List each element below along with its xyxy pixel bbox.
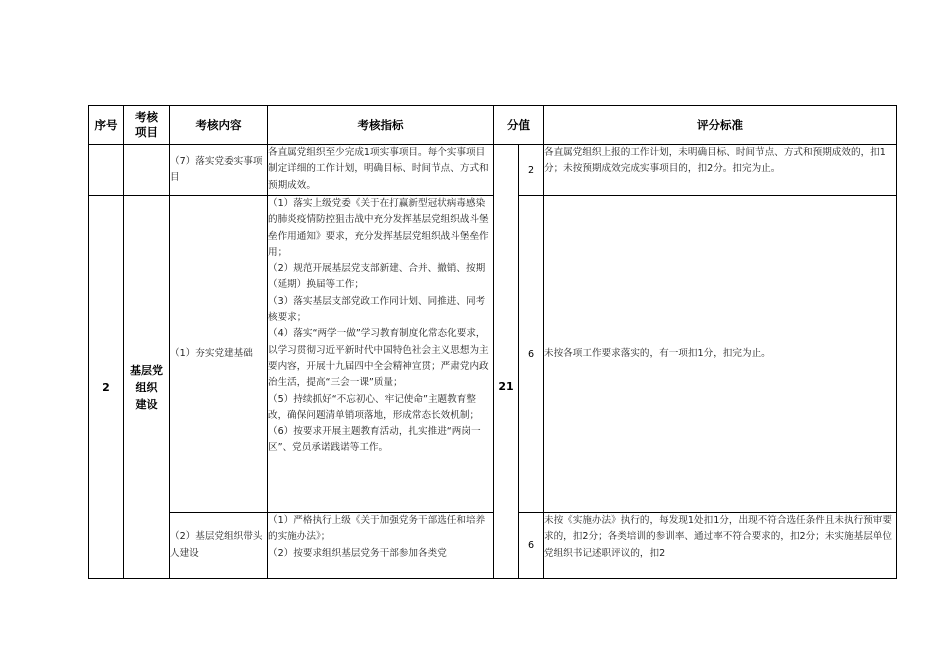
content-cell: （2）基层党组织带头人建设	[170, 513, 268, 579]
header-score: 分值	[494, 106, 544, 145]
standard-cell: 各直属党组织上报的工作计划，未明确目标、时间节点、方式和预期成效的，扣1分；未按预期成效完成实事项目的，扣2分。扣完为止。	[544, 145, 897, 196]
indicator-cell	[268, 513, 494, 579]
standard-clip: 未按《实施办法》执行的，每发现1处扣1分，出现不符合选任条件且未执行预审要求的，扣2分；各类培训的参训率、通过率不符合要求的，扣2分；未实施基层单位党组织书记述职评议的，扣2	[544, 515, 892, 559]
indicator-line: （2）规范开展基层党支部新建、合并、撤销、按期（延期）换届等工作；	[268, 263, 486, 291]
seq-cell-empty	[89, 145, 124, 196]
indicator-line: （4）落实“两学一做”学习教育制度化常态化要求，以学习贯彻习近平新时代中国特色社会主义思想为主要内容，开展十九届四中全会精神宣贯；严肃党内政治生活，提高“三会一课”质量；	[268, 328, 489, 389]
indicator-line: （1）落实上级党委《关于在打赢新型冠状病毒感染的肺炎疫情防控狙击战中充分发挥基层党组织战斗堡垒作用通知》要求，充分发挥基层党组织战斗堡垒作用；	[268, 198, 489, 258]
total-score-cell: 21	[494, 196, 519, 579]
item-line2: 组织	[135, 380, 158, 394]
score-cell: 2	[519, 145, 544, 196]
indicator-cell	[268, 196, 494, 513]
header-content: 考核内容	[170, 106, 268, 145]
indicator-line: （5）持续抓好“不忘初心、牢记使命”主题教育整改，确保问题清单销项落地，形成常态长效机制；	[268, 393, 480, 421]
table-row	[89, 145, 897, 196]
header-item-line2: 项目	[135, 125, 158, 139]
content-cell: （7）落实党委实事项目	[170, 145, 268, 196]
header-indicator: 考核指标	[268, 106, 494, 145]
standard-cell: 未按各项工作要求落实的，有一项扣1分，扣完为止。	[544, 196, 897, 513]
item-line1: 基层党	[130, 363, 163, 377]
indicator-line: （3）落实基层支部党政工作同计划、同推进、同考核要求；	[268, 295, 486, 324]
header-row	[89, 106, 897, 145]
assessment-table	[88, 105, 897, 579]
indicator-line: （1）严格执行上级《关于加强党务干部选任和培养的实施办法》；	[268, 515, 486, 543]
header-item-line1: 考核	[135, 110, 158, 124]
content-cell: （1）夯实党建基础	[170, 196, 268, 513]
total-cell-empty	[494, 145, 519, 196]
standard-cell	[544, 513, 897, 579]
seq-cell: 2	[89, 196, 124, 579]
indicator-clip	[268, 513, 493, 578]
header-item	[124, 106, 170, 145]
score-cell: 6	[519, 196, 544, 513]
item-cell	[124, 196, 170, 579]
table-row	[89, 513, 897, 579]
indicator-line: （2）按要求组织基层党务干部参加各类党	[268, 547, 447, 559]
score-cell: 6	[519, 513, 544, 579]
indicator-line: （6）按要求开展主题教育活动，扎实推进“两岗一区”、党员承诺践诺等工作。	[268, 426, 481, 454]
item-line3: 建设	[135, 397, 158, 411]
indicator-cell: 各直属党组织至少完成1项实事项目。每个实事项目制定详细的工作计划，明确目标、时间节点、方式和预期成效。	[268, 145, 494, 196]
item-cell-empty	[124, 145, 170, 196]
header-standard: 评分标准	[544, 106, 897, 145]
header-seq: 序号	[89, 106, 124, 145]
table-row	[89, 196, 897, 513]
